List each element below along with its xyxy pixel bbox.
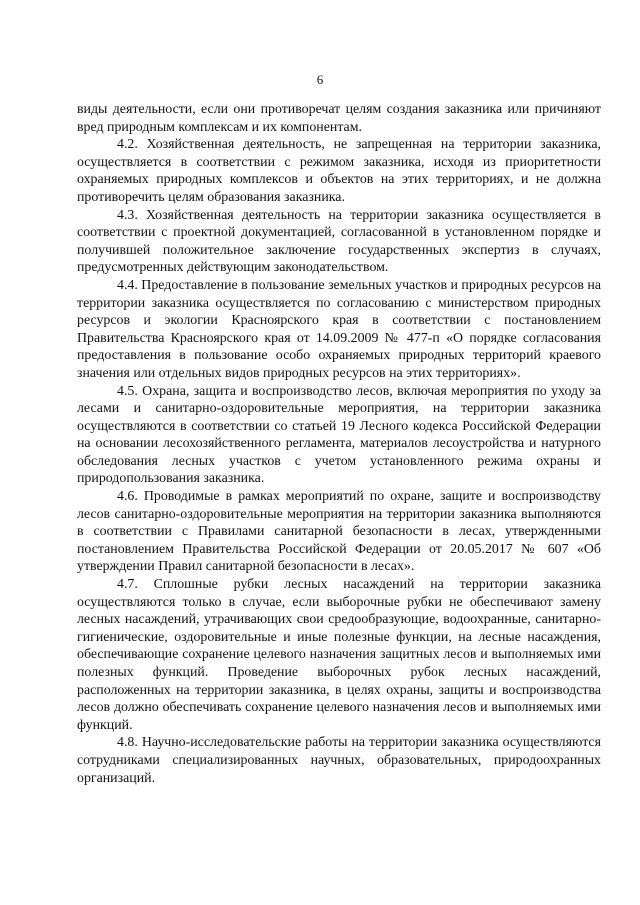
page-number: 6 [316, 72, 324, 87]
paragraph-4-5: 4.5. Охрана, защита и воспроизводство лесов, включая мероприятия по уходу за лесами и санитарно-оздоровительные мероприятия, на территории заказника осуществляются в соответствии со статьей 19 Лесного кодекса Российской Федерации на основании лесохозяйственного регламента, материалов лесоустройства и натурного обследования лесных участков с учетом установленного режима охраны и природопользования заказника. [77, 383, 601, 487]
paragraph-4-2: 4.2. Хозяйственная деятельность, не запрещенная на территории заказника, осуществляется в соответствии с режимом заказника, исходя из приоритетности охраняемых природных комплексов и объектов на этих территориях, и не должна противоречить целям образования заказника. [77, 137, 601, 205]
document-body [77, 101, 601, 787]
paragraph-4-8: 4.8. Научно-исследовательские работы на территории заказника осуществляются сотрудниками специализированных научных, образовательных, природоохранных организаций. [77, 735, 601, 786]
paragraph-4-6: 4.6. Проводимые в рамках мероприятий по охране, защите и воспроизводству лесов санитарно-оздоровительные мероприятия на территории заказника выполняются в соответствии с Правилами санитарной безопасности в лесах, утвержденными постановлением Правительства Российской Федерации от 20.05.2017 № 607 «Об утверждении Правил санитарной безопасности в лесах». [77, 489, 601, 575]
paragraph-4-3: 4.3. Хозяйственная деятельность на территории заказника осуществляется в соответствии с проектной документацией, согласованной в установленном порядке и получившей положительное заключение государственных экспертиз в случаях, предусмотренных действующим законодательством. [77, 207, 601, 276]
paragraph-4-4: 4.4. Предоставление в пользование земельных участков и природных ресурсов на территории заказника осуществляется по согласованию с министерством природных ресурсов и экологии Красноярского края в соответствии с постановлением Правительства Красноярского края от 14.09.2009 № 477-п «О порядке согласования предоставления в пользование особо охраняемых природных территорий краевого значения или отдельных видов природных ресурсов на этих территориях». [77, 277, 602, 381]
paragraph-4-7: 4.7. Сплошные рубки лесных насаждений на территории заказника осуществляются только в случае, если выборочные рубки не обеспечивают замену лесных насаждений, утрачивающих свои средообразующие, водоохранные, санитарно-гигиенические, оздоровительные и иные полезные функции, на лесные насаждения, обеспечивающие сохранение целевого назначения защитных лесов и выполняемых ими полезных функций. Проведение выборочных рубок лесных насаждений, расположенных на территории заказника, в целях охраны, защиты и воспроизводства лесов должно обеспечивать сохранение целевого назначения лесов и выполняемых ими функций. [77, 577, 601, 733]
paragraph-continuation: виды деятельности, если они противоречат целям создания заказника или причиняют вред природным комплексам и их компонентам. [77, 102, 601, 135]
